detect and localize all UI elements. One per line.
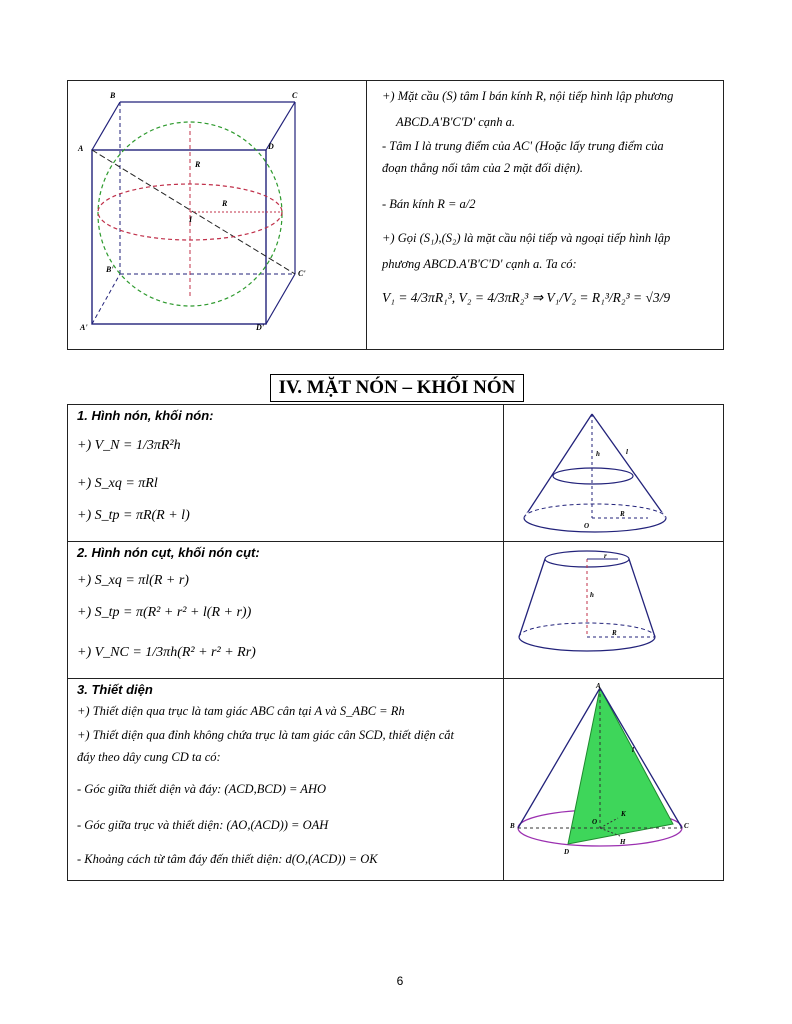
table-row	[67, 678, 503, 881]
row-heading: 3. Thiết diện	[77, 682, 153, 697]
formula-item: +) Thiết diện qua đỉnh không chứa trục là tam giác cân SCD, thiết diện cắt	[77, 728, 455, 742]
cube-label-D1: D'	[256, 323, 264, 332]
formula-item: đáy theo dây cung CD ta có:	[77, 750, 221, 764]
section-label-l: l	[632, 746, 634, 754]
frustum-label-h: h	[590, 591, 594, 599]
section-label-C: C	[684, 822, 689, 830]
cube-label-A: A	[78, 144, 84, 153]
frustum-figure	[508, 545, 720, 675]
cone-label-O: O	[584, 522, 590, 530]
cone-label-h: h	[596, 450, 600, 458]
section-title-text: IV. MẶT NÓN – KHỐI NÓN	[278, 377, 516, 398]
table-col-divider	[503, 404, 504, 881]
formula-item: +) S_tp = π(R² + r² + l(R + r))	[77, 605, 252, 620]
section-title	[270, 374, 524, 402]
cone-label-l: l	[626, 448, 628, 456]
section-label-K: K	[621, 810, 626, 818]
page-number: 6	[396, 974, 404, 988]
cube-text-line: V₁ = 4/3πR₁³, V₂ = 4/3πR₂³ ⇒ V₁/V₂ = R₁³/R₂³ = √3/9	[382, 290, 671, 305]
formula-item: - Góc giữa thiết diện và đáy: (ACD,BCD) = AHO	[77, 782, 326, 796]
row-heading: 1. Hình nón, khối nón:	[77, 408, 214, 423]
formula-item: +) S_tp = πR(R + l)	[77, 508, 190, 523]
cube-text-line: +) Mặt cầu (S) tâm I bán kính R, nội tiếp hình lập phương	[382, 89, 674, 103]
cube-label-D: D	[268, 142, 274, 151]
formula-item: +) V_N = 1/3πR²h	[77, 438, 181, 453]
formula-item: +) S_xq = πl(R + r)	[77, 573, 189, 588]
cube-label-A1: A'	[80, 323, 88, 332]
cube-text-line: - Tâm I là trung điểm của AC' (Hoặc lấy trung điểm của	[382, 139, 664, 153]
cube-label-B1: B'	[106, 265, 114, 274]
cube-sphere-figure	[70, 84, 364, 346]
cube-label-C1: C'	[298, 269, 306, 278]
cube-label-R1: R	[195, 160, 201, 169]
cross-section-figure	[508, 682, 720, 878]
cube-text-line: phương ABCD.A'B'C'D' cạnh a. Ta có:	[382, 257, 577, 271]
frustum-label-R: R	[612, 629, 617, 637]
cube-label-I: I	[189, 215, 193, 224]
section-label-D: D	[564, 848, 570, 856]
section-label-H: H	[620, 838, 626, 846]
section-label-A: A	[596, 682, 601, 690]
row-heading: 2. Hình nón cụt, khối nón cụt:	[77, 545, 260, 560]
cube-box-divider	[366, 80, 367, 350]
cone-figure	[508, 408, 720, 538]
frustum-label-r: r	[604, 552, 607, 560]
cube-label-B: B	[110, 91, 116, 100]
cube-text-line: +) Gọi (S₁),(S₂) là mặt cầu nội tiếp và ngoại tiếp hình lập	[382, 231, 671, 245]
formula-item: +) S_xq = πRl	[77, 476, 158, 491]
table-row	[67, 404, 503, 541]
cone-label-R: R	[620, 510, 625, 518]
cube-text-line: đoạn thẳng nối tâm của 2 mặt đối diện).	[382, 161, 584, 175]
formula-item: +) V_NC = 1/3πh(R² + r² + Rr)	[77, 645, 256, 660]
section-label-O: O	[592, 818, 598, 826]
cube-label-R2: R	[222, 199, 228, 208]
formula-item: +) Thiết diện qua trục là tam giác ABC cân tại A và S_ABC = Rh	[77, 704, 405, 718]
formula-item: - Khoảng cách từ tâm đáy đến thiết diện: d(O,(ACD)) = OK	[77, 852, 378, 866]
cube-label-C: C	[292, 91, 298, 100]
cube-text-block	[372, 84, 720, 346]
section-label-B: B	[510, 822, 515, 830]
formula-item: - Góc giữa trục và thiết diện: (AO,(ACD)) = OAH	[77, 818, 329, 832]
table-row	[67, 541, 503, 678]
cube-text-line: ABCD.A'B'C'D' cạnh a.	[396, 115, 516, 129]
cube-text-line: - Bán kính R = a/2	[382, 197, 476, 211]
